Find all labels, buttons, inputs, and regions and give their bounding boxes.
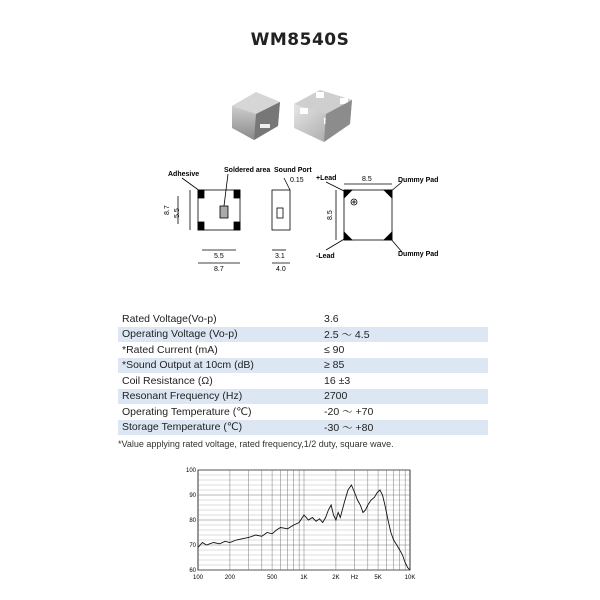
spec-row bbox=[118, 389, 488, 405]
label-sound-port: Sound Port bbox=[274, 167, 312, 174]
buzzer-photo-top bbox=[232, 92, 280, 140]
spec-value: -20 ～ +70 bbox=[324, 406, 374, 419]
y-tick-label: 70 bbox=[189, 543, 196, 549]
label-minus-lead: -Lead bbox=[316, 253, 335, 260]
dim-8-7-side: 8.7 bbox=[164, 205, 171, 215]
y-tick-label: 60 bbox=[189, 568, 196, 574]
x-tick-label: 10K bbox=[404, 575, 416, 581]
spec-label: Storage Temperature (℃) bbox=[118, 420, 320, 436]
spec-row bbox=[118, 420, 488, 436]
dim-5-5-side: 5.5 bbox=[174, 208, 181, 218]
label-adhesive: Adhesive bbox=[168, 171, 200, 178]
spec-table bbox=[118, 311, 488, 435]
x-tick-label: 200 bbox=[224, 575, 235, 581]
spec-label: Operating Temperature (℃) bbox=[122, 405, 252, 418]
side-view bbox=[272, 178, 290, 263]
dimension-drawings bbox=[140, 160, 460, 280]
spec-label: Coil Resistance (Ω) bbox=[122, 374, 213, 387]
spec-label: *Rated Current (mA) bbox=[122, 343, 218, 356]
spec-row bbox=[118, 327, 488, 343]
x-tick-label: 2K bbox=[332, 575, 340, 581]
x-tick-label: 500 bbox=[267, 575, 278, 581]
footnote: *Value applying rated voltage, rated frequency,1/2 duty, square wave. bbox=[118, 439, 394, 449]
spec-value: ≤ 90 bbox=[324, 343, 345, 356]
product-title: WM8540S bbox=[250, 30, 350, 50]
spec-row bbox=[118, 311, 488, 327]
label-dummy-pad-top: Dummy Pad bbox=[398, 177, 439, 184]
label-soldered-area: Soldered area bbox=[224, 167, 271, 174]
dim-5-5-bottom: 5.5 bbox=[214, 253, 224, 260]
spec-value: 16 ±3 bbox=[324, 374, 351, 387]
dim-8-5-top: 8.5 bbox=[362, 176, 372, 183]
dim-3-1: 3.1 bbox=[275, 253, 285, 260]
x-tick-label: 1K bbox=[300, 575, 308, 581]
label-dummy-pad-bottom: Dummy Pad bbox=[398, 251, 439, 258]
spec-row bbox=[118, 342, 488, 358]
y-tick-label: 80 bbox=[189, 518, 196, 524]
spec-label: *Sound Output at 10cm (dB) bbox=[118, 358, 320, 374]
spec-label: Operating Voltage (Vo-p) bbox=[118, 327, 320, 343]
dim-4-0: 4.0 bbox=[276, 266, 286, 273]
x-tick-label: Hz bbox=[350, 575, 359, 581]
dim-8-5-side: 8.5 bbox=[327, 210, 334, 220]
front-view bbox=[178, 174, 240, 263]
dim-8-7-bottom: 8.7 bbox=[214, 266, 224, 273]
spec-row bbox=[118, 404, 488, 420]
dim-0-15: 0.15 bbox=[290, 177, 304, 184]
spec-value: 3.6 bbox=[324, 312, 339, 325]
product-photo bbox=[220, 84, 370, 150]
y-tick-label: 90 bbox=[189, 493, 196, 499]
spec-value: 2700 bbox=[320, 389, 488, 405]
y-tick-label: 100 bbox=[185, 468, 196, 474]
spec-value: -30 ～ +80 bbox=[320, 420, 488, 436]
x-tick-label: 5K bbox=[374, 575, 382, 581]
frequency-response-chart bbox=[180, 462, 420, 586]
label-plus-lead: +Lead bbox=[316, 175, 337, 182]
x-tick-label: 100 bbox=[192, 575, 204, 581]
spec-row bbox=[118, 373, 488, 389]
spec-row bbox=[118, 358, 488, 374]
spec-value: ≥ 85 bbox=[320, 358, 488, 374]
spec-label: Resonant Frequency (Hz) bbox=[118, 389, 320, 405]
spec-label: Rated Voltage(Vo-p) bbox=[122, 312, 217, 325]
bottom-view bbox=[326, 182, 402, 252]
spec-value: 2.5 ～ 4.5 bbox=[320, 327, 488, 343]
buzzer-photo-bottom bbox=[294, 90, 352, 142]
